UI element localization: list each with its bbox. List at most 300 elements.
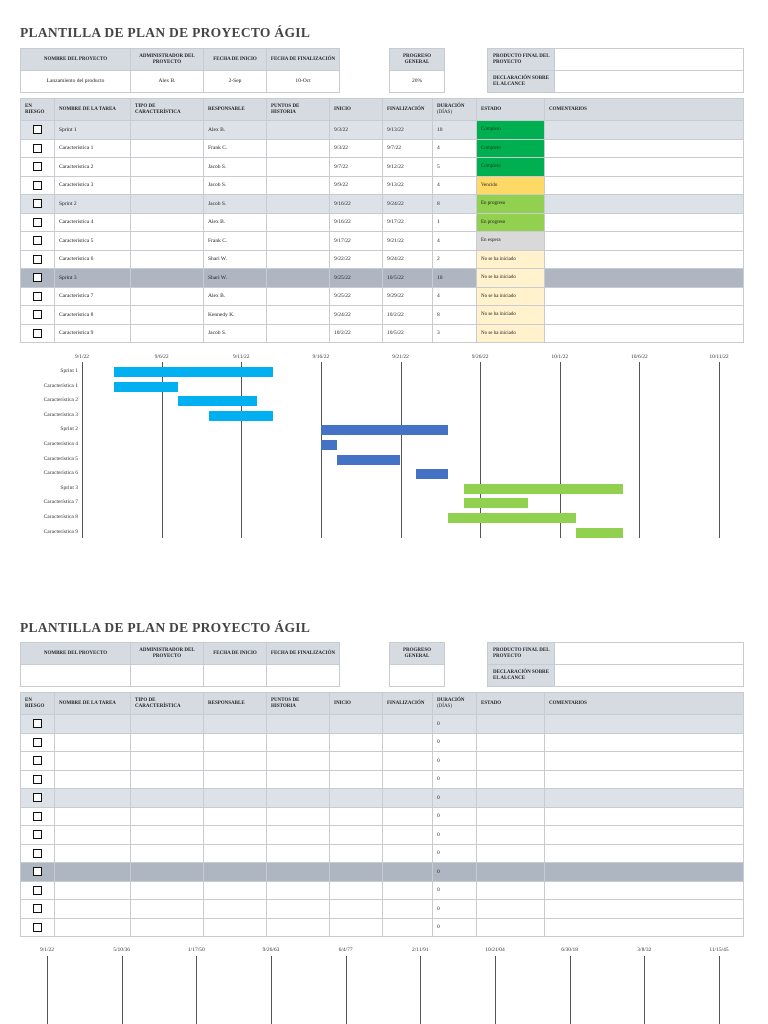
story-points-cell[interactable] — [267, 195, 330, 214]
feature-type-cell[interactable] — [131, 287, 204, 306]
gantt-tick-label: 6/4/77 — [338, 947, 353, 953]
start-cell[interactable] — [330, 733, 383, 752]
comments-cell[interactable] — [545, 881, 744, 900]
owner-cell[interactable] — [204, 752, 267, 771]
comments-cell[interactable] — [545, 121, 744, 140]
feature-type-cell[interactable] — [131, 844, 204, 863]
owner-cell[interactable]: Shari W. — [204, 250, 267, 269]
owner-cell[interactable] — [204, 789, 267, 808]
story-points-cell[interactable] — [267, 844, 330, 863]
owner-cell[interactable] — [204, 826, 267, 845]
story-points-cell[interactable] — [267, 324, 330, 343]
comments-cell[interactable] — [545, 250, 744, 269]
duration-cell[interactable]: 4 — [433, 287, 477, 306]
status-cell[interactable]: No se ha iniciado — [477, 324, 545, 343]
status-cell[interactable] — [477, 881, 545, 900]
owner-cell[interactable] — [204, 918, 267, 937]
story-points-cell[interactable] — [267, 715, 330, 734]
status-cell[interactable] — [477, 715, 545, 734]
checkbox-icon[interactable] — [33, 923, 42, 932]
gantt-bar — [114, 367, 273, 377]
end-cell[interactable] — [383, 807, 433, 826]
feature-type-cell[interactable] — [131, 139, 204, 158]
owner-cell[interactable] — [204, 807, 267, 826]
start-cell[interactable]: 9/17/22 — [330, 232, 383, 251]
task-name-cell[interactable]: Característica 1 — [55, 139, 131, 158]
start-cell[interactable] — [330, 844, 383, 863]
owner-cell[interactable]: Shari W. — [204, 269, 267, 288]
task-name-cell[interactable] — [55, 770, 131, 789]
risk-checkbox[interactable] — [21, 269, 55, 288]
duration-cell[interactable]: 10 — [433, 269, 477, 288]
end-cell[interactable] — [383, 881, 433, 900]
start-cell[interactable]: 9/9/22 — [330, 176, 383, 195]
task-table-2 — [20, 692, 744, 937]
task-name-cell[interactable] — [55, 900, 131, 919]
status-cell[interactable]: En espera — [477, 232, 545, 251]
progress-field[interactable] — [390, 665, 445, 687]
start-cell[interactable]: 9/25/22 — [330, 269, 383, 288]
gantt-tick-label: 3/8/32 — [637, 947, 652, 953]
task-name-cell[interactable]: Característica 5 — [55, 232, 131, 251]
start-cell[interactable] — [330, 789, 383, 808]
owner-cell[interactable]: Jacob S. — [204, 176, 267, 195]
owner-cell[interactable] — [204, 844, 267, 863]
duration-cell[interactable]: 2 — [433, 250, 477, 269]
start-cell[interactable] — [330, 715, 383, 734]
status-cell[interactable] — [477, 770, 545, 789]
duration-cell[interactable]: 0 — [433, 826, 477, 845]
checkbox-icon[interactable] — [33, 849, 42, 858]
start-cell[interactable] — [330, 881, 383, 900]
status-cell[interactable] — [477, 863, 545, 882]
checkbox-icon[interactable] — [33, 181, 42, 190]
start-cell[interactable]: 9/3/22 — [330, 139, 383, 158]
feature-type-cell[interactable] — [131, 863, 204, 882]
status-cell[interactable] — [477, 900, 545, 919]
checkbox-icon[interactable] — [33, 236, 42, 245]
task-name-cell[interactable] — [55, 715, 131, 734]
risk-checkbox[interactable] — [21, 176, 55, 195]
story-points-cell[interactable] — [267, 807, 330, 826]
comments-cell[interactable] — [545, 139, 744, 158]
status-cell[interactable]: Vencido — [477, 176, 545, 195]
final-product-field[interactable] — [555, 643, 744, 665]
risk-checkbox[interactable] — [21, 807, 55, 826]
task-name-cell[interactable]: Característica 7 — [55, 287, 131, 306]
end-cell[interactable] — [383, 844, 433, 863]
risk-checkbox[interactable] — [21, 844, 55, 863]
risk-checkbox[interactable] — [21, 213, 55, 232]
start-cell[interactable]: 9/7/22 — [330, 158, 383, 177]
checkbox-icon[interactable] — [33, 329, 42, 338]
status-cell[interactable] — [477, 918, 545, 937]
owner-cell[interactable] — [204, 863, 267, 882]
col-duration: DURACIÓN (DÍAS) — [433, 99, 477, 121]
checkbox-icon[interactable] — [33, 812, 42, 821]
feature-type-cell[interactable] — [131, 881, 204, 900]
checkbox-icon[interactable] — [33, 273, 42, 282]
end-cell[interactable]: 10/5/22 — [383, 269, 433, 288]
comments-cell[interactable] — [545, 844, 744, 863]
risk-checkbox[interactable] — [21, 287, 55, 306]
comments-cell[interactable] — [545, 306, 744, 325]
comments-cell[interactable] — [545, 287, 744, 306]
risk-checkbox[interactable] — [21, 139, 55, 158]
feature-type-cell[interactable] — [131, 789, 204, 808]
task-name-cell[interactable]: Característica 3 — [55, 176, 131, 195]
table-row — [21, 715, 744, 734]
final-product-field[interactable] — [555, 49, 744, 71]
checkbox-icon[interactable] — [33, 738, 42, 747]
feature-type-cell[interactable] — [131, 826, 204, 845]
task-name-cell[interactable]: Sprint 3 — [55, 269, 131, 288]
checkbox-icon[interactable] — [33, 310, 42, 319]
comments-cell[interactable] — [545, 789, 744, 808]
checkbox-icon[interactable] — [33, 255, 42, 264]
feature-type-cell[interactable] — [131, 900, 204, 919]
story-points-cell[interactable] — [267, 269, 330, 288]
checkbox-icon[interactable] — [33, 793, 42, 802]
owner-cell[interactable] — [204, 900, 267, 919]
checkbox-icon[interactable] — [33, 144, 42, 153]
end-cell[interactable] — [383, 770, 433, 789]
end-cell[interactable] — [383, 918, 433, 937]
col-risk: EN RIESGO — [21, 99, 55, 121]
duration-cell[interactable]: 4 — [433, 232, 477, 251]
start-cell[interactable]: 9/24/22 — [330, 306, 383, 325]
status-cell[interactable]: En progreso — [477, 213, 545, 232]
start-cell[interactable]: 10/2/22 — [330, 324, 383, 343]
task-name-cell[interactable]: Característica 4 — [55, 213, 131, 232]
end-cell[interactable] — [383, 789, 433, 808]
checkbox-icon[interactable] — [33, 904, 42, 913]
duration-cell[interactable]: 0 — [433, 900, 477, 919]
end-cell[interactable]: 9/24/22 — [383, 195, 433, 214]
duration-cell[interactable]: 8 — [433, 306, 477, 325]
risk-checkbox[interactable] — [21, 324, 55, 343]
story-points-cell[interactable] — [267, 121, 330, 140]
feature-type-cell[interactable] — [131, 770, 204, 789]
risk-checkbox[interactable] — [21, 121, 55, 140]
start-cell[interactable]: 9/22/22 — [330, 250, 383, 269]
comments-cell[interactable] — [545, 213, 744, 232]
progress-field[interactable]: 20% — [390, 71, 445, 93]
duration-cell[interactable]: 0 — [433, 918, 477, 937]
checkbox-icon[interactable] — [33, 867, 42, 876]
status-cell[interactable] — [477, 752, 545, 771]
feature-type-cell[interactable] — [131, 158, 204, 177]
scope-field[interactable] — [555, 665, 744, 687]
story-points-cell[interactable] — [267, 752, 330, 771]
feature-type-cell[interactable] — [131, 176, 204, 195]
end-date-field[interactable]: 10-Oct — [267, 71, 340, 93]
feature-type-cell[interactable] — [131, 807, 204, 826]
checkbox-icon[interactable] — [33, 292, 42, 301]
comments-cell[interactable] — [545, 269, 744, 288]
end-date-field[interactable] — [267, 665, 340, 687]
table-row — [21, 232, 744, 251]
project-name-field[interactable]: Lanzamiento del producto — [21, 71, 131, 93]
owner-cell[interactable] — [204, 881, 267, 900]
comments-cell[interactable] — [545, 863, 744, 882]
duration-cell[interactable]: 0 — [433, 715, 477, 734]
gantt-tick-label: 10/1/22 — [551, 354, 569, 360]
checkbox-icon[interactable] — [33, 775, 42, 784]
duration-cell[interactable]: 8 — [433, 195, 477, 214]
gantt-row-label: Característica 4 — [43, 441, 78, 447]
start-cell[interactable]: 9/16/22 — [330, 213, 383, 232]
gantt-tick-label: 11/15/45 — [709, 947, 729, 953]
progress-label: PROGRESO GENERAL — [390, 49, 445, 71]
duration-cell[interactable]: 10 — [433, 121, 477, 140]
start-cell[interactable]: 9/16/22 — [330, 195, 383, 214]
duration-cell[interactable]: 0 — [433, 770, 477, 789]
story-points-cell[interactable] — [267, 232, 330, 251]
manager-field[interactable]: Alex B. — [131, 71, 204, 93]
story-points-cell[interactable] — [267, 770, 330, 789]
task-name-cell[interactable] — [55, 789, 131, 808]
scope-field[interactable] — [555, 71, 744, 93]
task-name-cell[interactable] — [55, 807, 131, 826]
feature-type-cell[interactable] — [131, 232, 204, 251]
task-name-cell[interactable]: Característica 2 — [55, 158, 131, 177]
start-date-field[interactable]: 2-Sep — [204, 71, 267, 93]
col-story-points: PUNTOS DE HISTORIA — [267, 99, 330, 121]
duration-cell[interactable]: 3 — [433, 324, 477, 343]
story-points-cell[interactable] — [267, 918, 330, 937]
owner-cell[interactable]: Jacob S. — [204, 324, 267, 343]
status-cell[interactable]: En progreso — [477, 195, 545, 214]
start-cell[interactable] — [330, 918, 383, 937]
status-cell[interactable] — [477, 807, 545, 826]
risk-checkbox[interactable] — [21, 752, 55, 771]
owner-cell[interactable]: Jacob S. — [204, 158, 267, 177]
checkbox-icon[interactable] — [33, 199, 42, 208]
start-cell[interactable]: 9/3/22 — [330, 121, 383, 140]
owner-cell[interactable] — [204, 733, 267, 752]
status-cell[interactable] — [477, 733, 545, 752]
risk-checkbox[interactable] — [21, 789, 55, 808]
start-date-label: FECHA DE INICIO — [204, 49, 267, 71]
checkbox-icon[interactable] — [33, 125, 42, 134]
owner-cell[interactable]: Jacob S. — [204, 195, 267, 214]
start-cell[interactable] — [330, 770, 383, 789]
task-name-cell[interactable] — [55, 881, 131, 900]
owner-cell[interactable]: Alex B. — [204, 121, 267, 140]
duration-cell[interactable]: 0 — [433, 807, 477, 826]
risk-checkbox[interactable] — [21, 826, 55, 845]
duration-cell[interactable]: 5 — [433, 158, 477, 177]
feature-type-cell[interactable] — [131, 324, 204, 343]
duration-cell[interactable]: 0 — [433, 863, 477, 882]
comments-cell[interactable] — [545, 918, 744, 937]
risk-checkbox[interactable] — [21, 250, 55, 269]
feature-type-cell[interactable] — [131, 733, 204, 752]
task-name-cell[interactable]: Característica 9 — [55, 324, 131, 343]
start-cell[interactable]: 9/25/22 — [330, 287, 383, 306]
story-points-cell[interactable] — [267, 306, 330, 325]
owner-cell[interactable] — [204, 715, 267, 734]
start-cell[interactable] — [330, 900, 383, 919]
end-cell[interactable] — [383, 863, 433, 882]
comments-cell[interactable] — [545, 176, 744, 195]
table-row — [21, 807, 744, 826]
risk-checkbox[interactable] — [21, 881, 55, 900]
feature-type-cell[interactable] — [131, 918, 204, 937]
owner-cell[interactable] — [204, 770, 267, 789]
start-cell[interactable] — [330, 863, 383, 882]
owner-cell[interactable]: Kennedy K. — [204, 306, 267, 325]
gantt-row-label: Sprint 2 — [60, 426, 78, 433]
story-points-cell[interactable] — [267, 250, 330, 269]
feature-type-cell[interactable] — [131, 213, 204, 232]
risk-checkbox[interactable] — [21, 232, 55, 251]
task-name-cell[interactable] — [55, 844, 131, 863]
task-name-cell[interactable] — [55, 752, 131, 771]
start-cell[interactable] — [330, 752, 383, 771]
status-cell[interactable] — [477, 844, 545, 863]
task-name-cell[interactable] — [55, 918, 131, 937]
story-points-cell[interactable] — [267, 863, 330, 882]
duration-cell[interactable]: 1 — [433, 213, 477, 232]
status-cell[interactable] — [477, 789, 545, 808]
comments-cell[interactable] — [545, 324, 744, 343]
duration-cell[interactable]: 0 — [433, 733, 477, 752]
story-points-cell[interactable] — [267, 733, 330, 752]
owner-cell[interactable]: Alex B. — [204, 287, 267, 306]
owner-cell[interactable]: Frank C. — [204, 139, 267, 158]
owner-cell[interactable]: Frank C. — [204, 232, 267, 251]
task-name-cell[interactable] — [55, 733, 131, 752]
end-cell[interactable]: 9/17/22 — [383, 213, 433, 232]
manager-field[interactable] — [131, 665, 204, 687]
start-date-field[interactable] — [204, 665, 267, 687]
comments-cell[interactable] — [545, 752, 744, 771]
story-points-cell[interactable] — [267, 176, 330, 195]
checkbox-icon[interactable] — [33, 218, 42, 227]
table-row — [21, 269, 744, 288]
feature-type-cell[interactable] — [131, 250, 204, 269]
duration-cell[interactable]: 0 — [433, 752, 477, 771]
duration-cell[interactable]: 4 — [433, 139, 477, 158]
checkbox-icon[interactable] — [33, 719, 42, 728]
comments-cell[interactable] — [545, 715, 744, 734]
end-cell[interactable] — [383, 752, 433, 771]
end-cell[interactable]: 9/29/22 — [383, 287, 433, 306]
end-date-label: FECHA DE FINALIZACIÓN — [267, 49, 340, 71]
risk-checkbox[interactable] — [21, 195, 55, 214]
end-cell[interactable]: 10/2/22 — [383, 306, 433, 325]
risk-checkbox[interactable] — [21, 863, 55, 882]
status-cell[interactable]: No se ha iniciado — [477, 269, 545, 288]
story-points-cell[interactable] — [267, 139, 330, 158]
duration-cell[interactable]: 0 — [433, 789, 477, 808]
task-name-cell[interactable]: Sprint 2 — [55, 195, 131, 214]
risk-checkbox[interactable] — [21, 306, 55, 325]
gantt-bar — [114, 382, 178, 392]
feature-type-cell[interactable] — [131, 195, 204, 214]
task-name-cell[interactable]: Sprint 1 — [55, 121, 131, 140]
status-cell[interactable]: No se ha iniciado — [477, 250, 545, 269]
owner-cell[interactable]: Alex B. — [204, 213, 267, 232]
manager-label: ADMINISTRADOR DEL PROYECTO — [131, 49, 204, 71]
checkbox-icon[interactable] — [33, 162, 42, 171]
comments-cell[interactable] — [545, 232, 744, 251]
risk-checkbox[interactable] — [21, 900, 55, 919]
start-cell[interactable] — [330, 826, 383, 845]
checkbox-icon[interactable] — [33, 886, 42, 895]
story-points-cell[interactable] — [267, 213, 330, 232]
end-cell[interactable] — [383, 900, 433, 919]
comments-cell[interactable] — [545, 158, 744, 177]
risk-checkbox[interactable] — [21, 715, 55, 734]
risk-checkbox[interactable] — [21, 918, 55, 937]
end-cell[interactable] — [383, 715, 433, 734]
checkbox-icon[interactable] — [33, 756, 42, 765]
task-name-cell[interactable]: Característica 6 — [55, 250, 131, 269]
risk-checkbox[interactable] — [21, 158, 55, 177]
feature-type-cell[interactable] — [131, 752, 204, 771]
duration-cell[interactable]: 0 — [433, 844, 477, 863]
status-cell[interactable]: Completo — [477, 121, 545, 140]
checkbox-icon[interactable] — [33, 830, 42, 839]
feature-type-cell[interactable] — [131, 269, 204, 288]
task-name-cell[interactable]: Característica 8 — [55, 306, 131, 325]
project-name-field[interactable] — [21, 665, 131, 687]
comments-cell[interactable] — [545, 826, 744, 845]
story-points-cell[interactable] — [267, 826, 330, 845]
feature-type-cell[interactable] — [131, 715, 204, 734]
story-points-cell[interactable] — [267, 789, 330, 808]
end-cell[interactable]: 10/5/22 — [383, 324, 433, 343]
comments-cell[interactable] — [545, 195, 744, 214]
task-name-cell[interactable] — [55, 826, 131, 845]
story-points-cell[interactable] — [267, 287, 330, 306]
end-cell[interactable]: 9/12/22 — [383, 158, 433, 177]
comments-cell[interactable] — [545, 770, 744, 789]
risk-checkbox[interactable] — [21, 770, 55, 789]
end-cell[interactable]: 9/7/22 — [383, 139, 433, 158]
status-cell[interactable]: No se ha iniciado — [477, 287, 545, 306]
gantt-gridline — [271, 956, 272, 1024]
end-cell[interactable]: 9/13/22 — [383, 121, 433, 140]
end-cell[interactable] — [383, 826, 433, 845]
comments-cell[interactable] — [545, 733, 744, 752]
duration-cell[interactable]: 0 — [433, 881, 477, 900]
status-cell[interactable]: Completo — [477, 139, 545, 158]
story-points-cell[interactable] — [267, 158, 330, 177]
end-cell[interactable]: 9/24/22 — [383, 250, 433, 269]
comments-cell[interactable] — [545, 900, 744, 919]
feature-type-cell[interactable] — [131, 121, 204, 140]
status-cell[interactable]: Completo — [477, 158, 545, 177]
start-cell[interactable] — [330, 807, 383, 826]
duration-cell[interactable]: 4 — [433, 176, 477, 195]
story-points-cell[interactable] — [267, 881, 330, 900]
risk-checkbox[interactable] — [21, 733, 55, 752]
task-name-cell[interactable] — [55, 863, 131, 882]
feature-type-cell[interactable] — [131, 306, 204, 325]
comments-cell[interactable] — [545, 807, 744, 826]
end-cell[interactable] — [383, 733, 433, 752]
end-cell[interactable]: 9/13/22 — [383, 176, 433, 195]
end-cell[interactable]: 9/21/22 — [383, 232, 433, 251]
status-cell[interactable]: No se ha iniciado — [477, 306, 545, 325]
status-cell[interactable] — [477, 826, 545, 845]
gantt-gridline — [196, 956, 197, 1024]
story-points-cell[interactable] — [267, 900, 330, 919]
